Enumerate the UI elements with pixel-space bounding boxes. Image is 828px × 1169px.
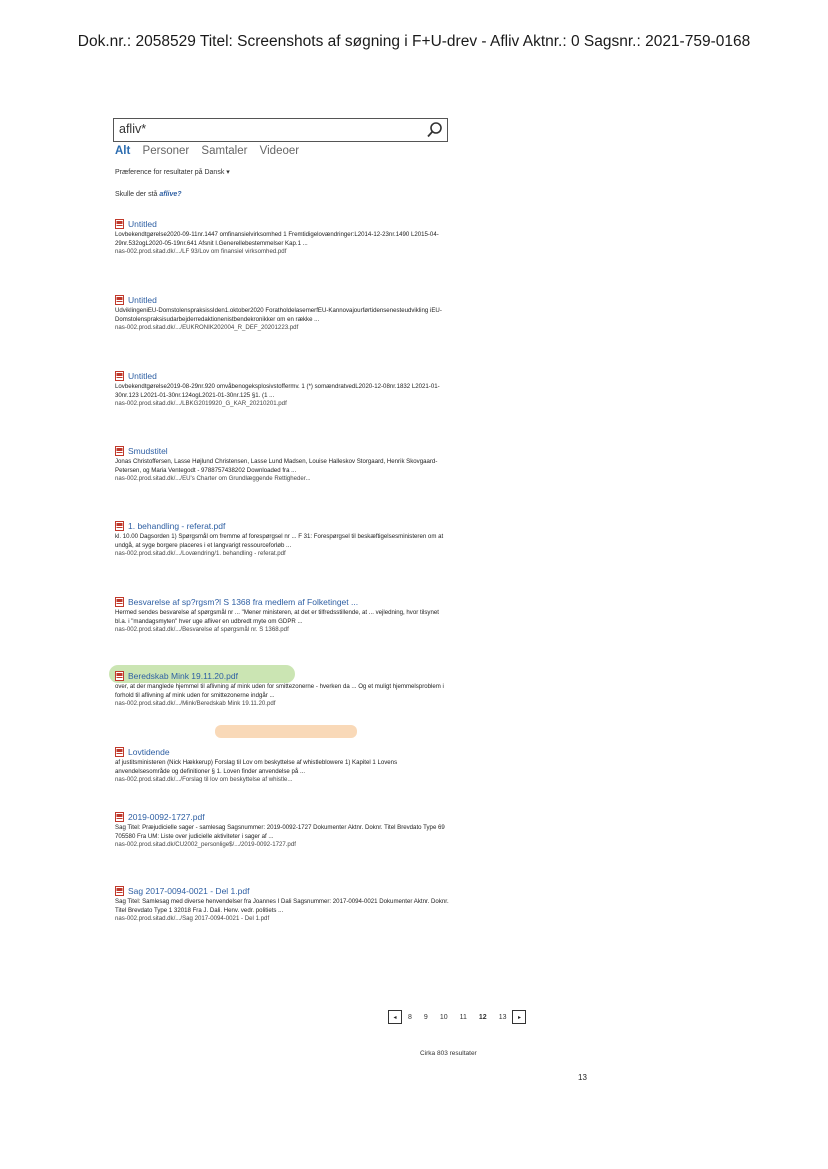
pdf-icon bbox=[115, 671, 124, 681]
result-url: nas-002.prod.sitad.dk/.../Sag 2017-0094-0021 - Del 1.pdf bbox=[115, 915, 270, 923]
result-url: nas-002.prod.sitad.dk/.../Mink/Beredskab Mink 19.11.20.pdf bbox=[115, 700, 276, 708]
document-header: Dok.nr.: 2058529 Titel: Screenshots af søgning i F+U-drev - Afliv Aktnr.: 0 Sagsnr.: 2021-759-0168 bbox=[77, 33, 751, 50]
result-item bbox=[115, 884, 450, 924]
result-title[interactable]: Besvarelse af sp?rgsm?l S 1368 fra medlem af Folketinget ... bbox=[128, 596, 359, 607]
result-url: nas-002.prod.sitad.dk/.../LBKG2019920_G_KAR_20210201.pdf bbox=[115, 400, 287, 408]
orange-highlight bbox=[215, 725, 357, 738]
result-item bbox=[115, 595, 450, 635]
result-url: nas-002.prod.sitad.dk/.../EU's Charter om Grundlæggende Rettigheder... bbox=[115, 475, 311, 483]
result-title[interactable]: Smudstitel bbox=[128, 445, 168, 456]
result-item bbox=[115, 810, 450, 850]
result-snippet: over, at der manglede hjemmel til aflivning af mink uden for smittezonerne - hverken da ... Og et muligt hjemmelsproblem i forhold til aflivning af mink uden for smittezonerne indgår ... bbox=[115, 683, 444, 699]
pdf-icon bbox=[115, 295, 124, 305]
current-page[interactable]: 12 bbox=[478, 1013, 487, 1021]
result-title[interactable]: 2019-0092-1727.pdf bbox=[128, 811, 205, 822]
result-count: Cirka 803 resultater bbox=[420, 1050, 477, 1057]
result-title[interactable]: Untitled bbox=[128, 218, 157, 229]
tab-personer[interactable]: Personer bbox=[142, 145, 190, 157]
result-snippet: af justitsministeren (Nick Hækkerup) Forslag til Lov om beskyttelse af whistleblowere 1) Kapitel 1 Lovens anvendelsesområde og definitioner § 1. Loven finder anvendelse på ... bbox=[115, 759, 398, 775]
page-link[interactable]: 11 bbox=[459, 1013, 467, 1021]
result-snippet: UdviklingeniEU-DomstolenspraksissIden1.oktober2020 ForatholdelasemerfEU-Kannovajourførtidensenesteudvikling iEU-Domstolenspraksisudarbejderredaktionenistbendekronikker om en række ... bbox=[115, 307, 442, 323]
result-item bbox=[115, 745, 450, 785]
result-item bbox=[115, 519, 450, 559]
pdf-icon bbox=[115, 886, 124, 896]
result-title[interactable]: Beredskab Mink 19.11.20.pdf bbox=[128, 670, 238, 681]
search-icon[interactable] bbox=[426, 121, 444, 139]
result-url: nas-002.prod.sitad.dk/.../Forslag til lov om beskyttelse af whistle... bbox=[115, 776, 293, 784]
result-snippet: kl. 10.00 Dagsorden 1) Spørgsmål om fremme af forespørgsel nr ... F 31: Forespørgsel til beskæftigelsesministeren om at undgå, at syge borgere placeres i et langvarigt ressourceforløb ... bbox=[115, 533, 444, 549]
page-link[interactable]: 10 bbox=[439, 1013, 448, 1021]
search-tabs bbox=[115, 145, 308, 157]
page-link[interactable]: 8 bbox=[408, 1013, 412, 1021]
result-title[interactable]: Untitled bbox=[128, 294, 157, 305]
pdf-icon bbox=[115, 812, 124, 822]
page-link[interactable]: 13 bbox=[498, 1013, 507, 1021]
pdf-icon bbox=[115, 446, 124, 456]
next-page-button[interactable]: ▸ bbox=[512, 1010, 526, 1024]
result-url: nas-002.prod.sitad.dk/.../EUKRONIK202004_R_DEF_20201223.pdf bbox=[115, 324, 299, 332]
language-preference[interactable]: Præference for resultater på Dansk ▾ bbox=[115, 169, 230, 176]
pdf-icon bbox=[115, 219, 124, 229]
search-input[interactable] bbox=[119, 122, 419, 136]
pdf-icon bbox=[115, 747, 124, 757]
pdf-icon bbox=[115, 521, 124, 531]
search-box[interactable] bbox=[113, 118, 448, 142]
result-item bbox=[115, 369, 450, 409]
result-title[interactable]: Lovtidende bbox=[128, 746, 170, 757]
page-number: 13 bbox=[578, 1073, 587, 1082]
result-snippet: Hermed sendes besvarelse af spørgsmål nr ... "Mener ministeren, at det er tilfredsstillende, at ... vejledning, hvor tilsynet bl.a. i "mandagsmyten" hver uge afliver en udbredt myte om GDPR ... bbox=[115, 609, 439, 625]
result-item bbox=[115, 669, 450, 709]
page-link[interactable]: 9 bbox=[423, 1013, 428, 1021]
result-url: nas-002.prod.sitad.dk/.../LF 93/Lov om finansiel virksomhed.pdf bbox=[115, 248, 287, 256]
result-url: nas-002.prod.sitad.dk/.../Besvarelse af spørgsmål nr. S 1368.pdf bbox=[115, 626, 289, 634]
suggestion-prefix: Skulle der stå bbox=[115, 191, 158, 198]
result-title[interactable]: 1. behandling - referat.pdf bbox=[128, 520, 226, 531]
result-title[interactable]: Untitled bbox=[128, 370, 157, 381]
result-item bbox=[115, 217, 450, 257]
result-snippet: Jonas Christoffersen, Lasse Højlund Christensen, Lasse Lund Madsen, Louise Halleskov Storgaard, Henrik Skovgaard-Petersen, og Maria Ventegodt - 9788757438202 Downloaded fra ... bbox=[115, 458, 438, 474]
result-url: nas-002.prod.sitad.dk/.../Lovændring/1. behandling - referat.pdf bbox=[115, 550, 286, 558]
result-item bbox=[115, 444, 450, 484]
prev-page-button[interactable]: ◂ bbox=[388, 1010, 402, 1024]
result-title[interactable]: Sag 2017-0094-0021 - Del 1.pdf bbox=[128, 885, 250, 896]
result-url: nas-002.prod.sitad.dk/CU2002_personlige$/.../2019-0092-1727.pdf bbox=[115, 841, 296, 849]
result-snippet: Lovbekendtgørelse2020-09-11nr.1447 omfinansielvirksomhed 1 Fremtidigelovændringer:L2014-12-23nr.1490 L2015-04-29nr.532ogL2020-05-19nr.641 Afsnit I.Generellebestemmelser Kap.1 ... bbox=[115, 231, 439, 247]
tab-alt[interactable]: Alt bbox=[115, 145, 131, 157]
suggestion-link[interactable]: aflive? bbox=[159, 191, 182, 198]
pdf-icon bbox=[115, 597, 124, 607]
tab-videoer[interactable]: Videoer bbox=[259, 145, 300, 157]
spelling-suggestion bbox=[115, 191, 182, 198]
result-item bbox=[115, 293, 450, 333]
result-snippet: Lovbekendtgørelse2019-08-29nr.920 omvåbenogeksplosivstoffermv. 1 (*) somændratvedL2020-12-08nr.1832 L2021-01-30nr.123 L2021-01-30nr.124ogL2021-01-30nr.125 §1. (1 ... bbox=[115, 383, 440, 399]
tab-samtaler[interactable]: Samtaler bbox=[201, 145, 248, 157]
result-snippet: Sag Titel: Præjudicielle sager - samlesag Sagsnummer: 2019-0092-1727 Dokumenter Aktnr. Doknr. Titel Brevdato Type 69 705580 Fra UM: Liste over judicielle aktiviteter i sager af ... bbox=[115, 824, 445, 840]
pdf-icon bbox=[115, 371, 124, 381]
pagination bbox=[388, 1010, 526, 1024]
result-snippet: Sag Titel: Samlesag med diverse henvendelser fra Joannes I Dali Sagsnummer: 2017-0094-0021 Dokumenter Aktnr. Doknr. Titel Brevdato Type 1 32018 Fra J. Dali. Henv. vedr. politiets ... bbox=[115, 898, 449, 914]
